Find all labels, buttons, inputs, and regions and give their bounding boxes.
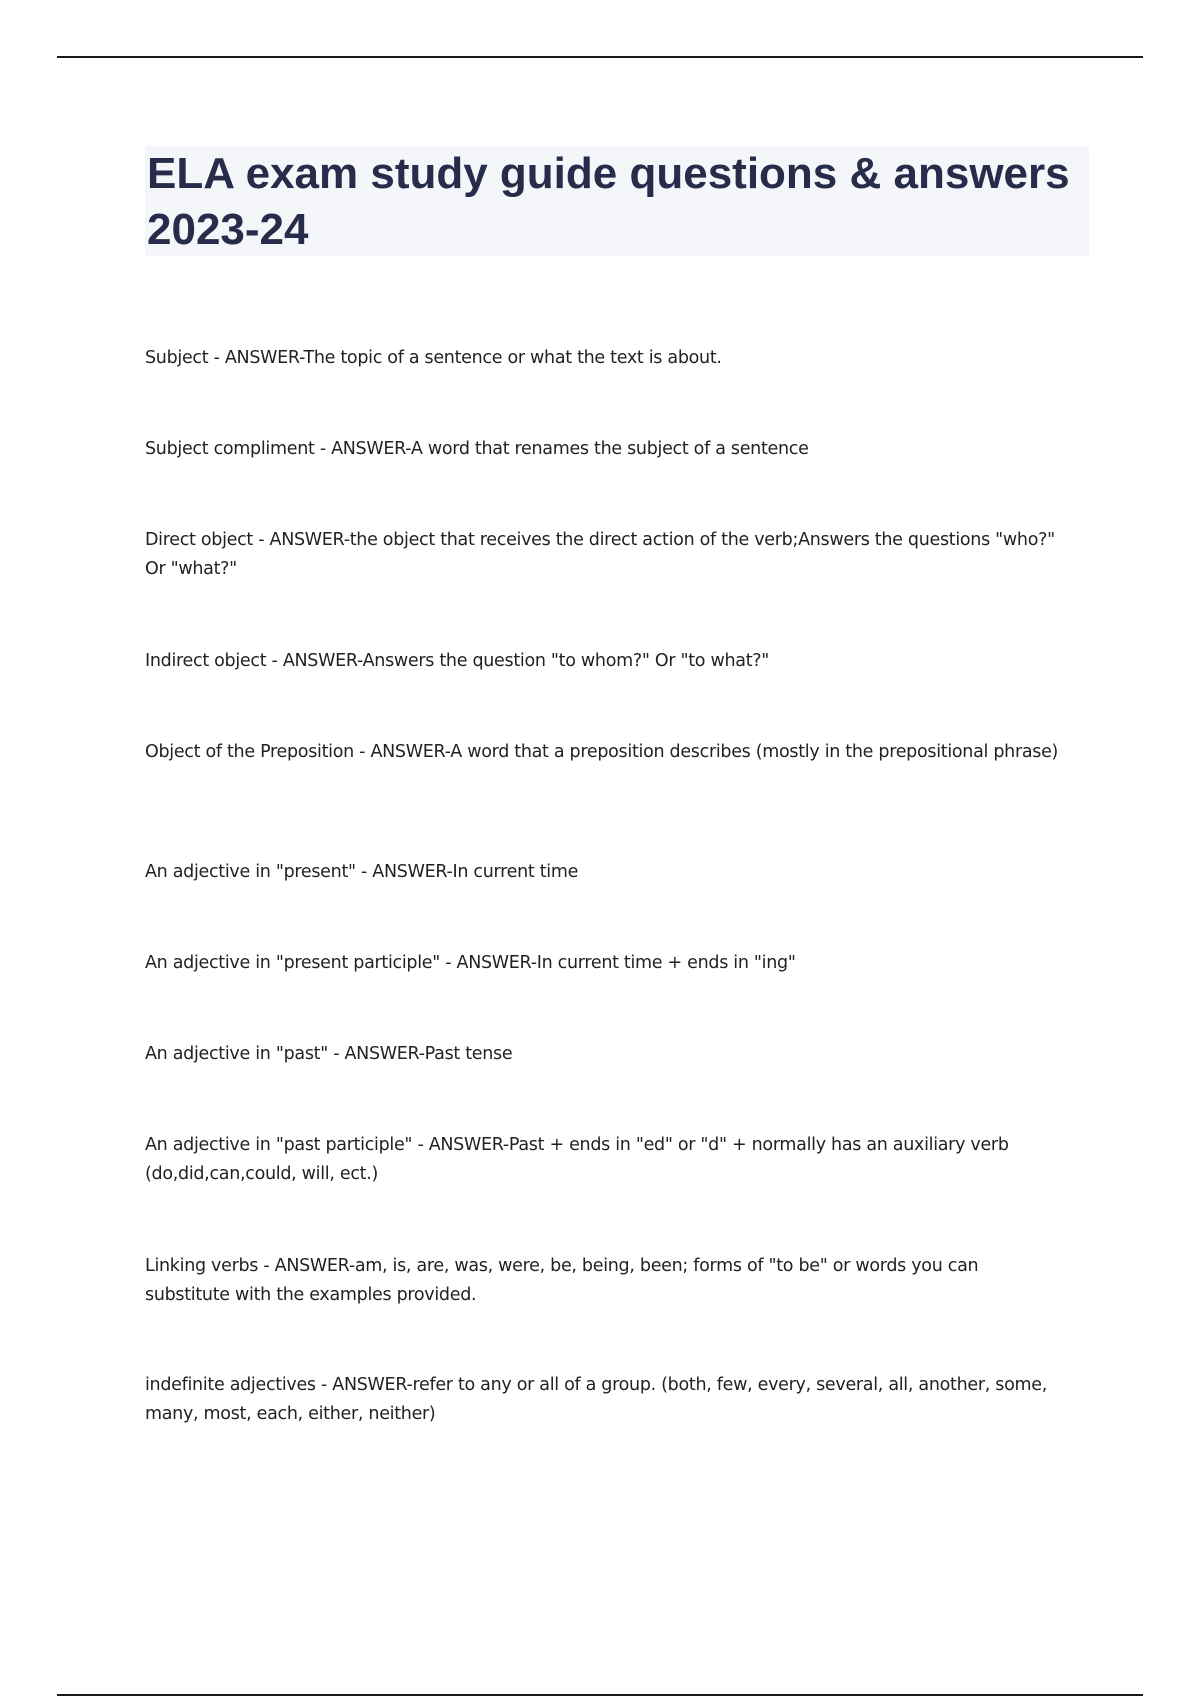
footer-rule	[57, 1694, 1143, 1696]
qa-item-adjective-past: An adjective in "past" - ANSWER-Past tense	[145, 1044, 513, 1064]
qa-item-adjective-present-participle: An adjective in "present participle" - ANSWER-In current time + ends in "ing"	[145, 953, 796, 973]
qa-item-indirect-object: Indirect object - ANSWER-Answers the question "to whom?" Or "to what?"	[145, 651, 769, 671]
qa-item-subject-compliment: Subject compliment - ANSWER-A word that renames the subject of a sentence	[145, 439, 809, 459]
qa-item-adjective-present: An adjective in "present" - ANSWER-In current time	[145, 862, 579, 882]
header-rule	[57, 56, 1143, 58]
qa-item-subject: Subject - ANSWER-The topic of a sentence or what the text is about.	[145, 348, 722, 368]
qa-item-indefinite-adjectives: indefinite adjectives - ANSWER-refer to any or all of a group. (both, few, every, several, all, another, some, many, most, each, either, neither)	[145, 1375, 1047, 1424]
qa-item-object-of-preposition: Object of the Preposition - ANSWER-A word that a preposition describes (mostly in the prepositional phrase)	[145, 742, 1059, 762]
title-banner	[145, 146, 1089, 256]
qa-item-direct-object: Direct object - ANSWER-the object that receives the direct action of the verb;Answers the questions "who?" Or "what?"	[145, 530, 1055, 579]
qa-item-linking-verbs: Linking verbs - ANSWER-am, is, are, was, were, be, being, been; forms of "to be" or words you can substitute with the examples provided.	[145, 1256, 979, 1305]
document-title: ELA exam study guide questions & answers 2023-24	[147, 149, 1070, 254]
qa-item-adjective-past-participle: An adjective in "past participle" - ANSWER-Past + ends in "ed" or "d" + normally has an auxiliary verb (do,did,can,could, will, ect.)	[145, 1135, 1009, 1184]
